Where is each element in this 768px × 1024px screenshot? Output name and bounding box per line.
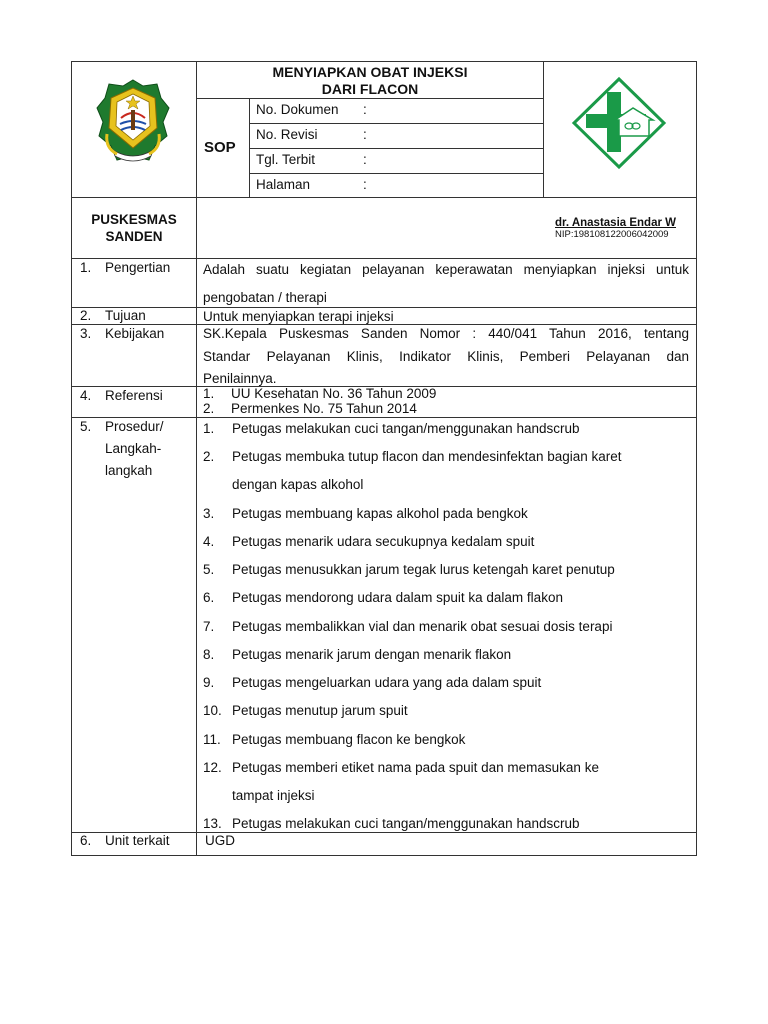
kebijakan-text-line-2: Standar Pelayanan Klinis, Indikator Klinis, Pemberi Pelayanan dan (203, 349, 689, 364)
section-label-prosedur-2: Langkah- (105, 441, 162, 456)
body-row-divider-4 (71, 417, 697, 418)
table-border-left (71, 61, 72, 856)
step-text-6: Petugas mendorong udara dalam spuit ka dalam flakon (232, 590, 563, 605)
step-num-9: 9. (203, 675, 215, 690)
section-label-kebijakan: Kebijakan (105, 326, 165, 341)
referensi-num-1: 1. (203, 386, 215, 401)
step-num-1: 1. (203, 421, 215, 436)
body-row-divider-0 (71, 258, 697, 259)
step-text-7: Petugas membalikkan vial dan menarik obat sesuai dosis terapi (232, 619, 613, 634)
section-num-tujuan: 2. (80, 308, 92, 323)
pengertian-text-line-2: pengobatan / therapi (203, 290, 327, 305)
meta-row-divider-3 (249, 173, 543, 174)
section-num-referensi: 4. (80, 388, 92, 403)
step-text-13: Petugas melakukan cuci tangan/menggunakan handscrub (232, 816, 580, 831)
document-title (196, 64, 544, 98)
step-num-11: 11. (203, 732, 221, 747)
step-text-4: Petugas menarik udara secukupnya kedalam spuit (232, 534, 535, 549)
step-num-2: 2. (203, 449, 215, 464)
section-num-prosedur: 5. (80, 419, 92, 434)
step-text-9: Petugas mengeluarkan udara yang ada dalam spuit (232, 675, 542, 690)
kebijakan-text-line-1: SK.Kepala Puskesmas Sanden Nomor : 440/041 Tahun 2016, tentang (203, 326, 689, 341)
step-text-12: Petugas memberi etiket nama pada spuit dan memasukan ke (232, 760, 599, 775)
step-text-3: Petugas membuang kapas alkohol pada bengkok (232, 506, 528, 521)
step-num-4: 4. (203, 534, 215, 549)
section-label-pengertian: Pengertian (105, 260, 171, 275)
table-border-right (696, 61, 697, 856)
section-label-prosedur-1: Prosedur/ (105, 419, 164, 434)
step-num-13: 13. (203, 816, 222, 831)
meta-sep-no-revisi: : (363, 127, 367, 142)
referensi-text-1: UU Kesehatan No. 36 Tahun 2009 (231, 386, 437, 401)
step-num-7: 7. (203, 619, 215, 634)
step-text-5: Petugas menusukkan jarum tegak lurus ketengah karet penutup (232, 562, 615, 577)
unit-text: UGD (205, 833, 235, 848)
section-label-prosedur-3: langkah (105, 463, 153, 478)
pengertian-text-line-1: Adalah suatu kegiatan pelayanan keperawatan menyiapkan injeksi untuk (203, 262, 689, 277)
sop-label: SOP (204, 139, 236, 156)
meta-sep-tgl-terbit: : (363, 152, 367, 167)
step-text-8: Petugas menarik jarum dengan menarik flakon (232, 647, 512, 662)
meta-sep-no-dokumen: : (363, 102, 367, 117)
title-line-1: MENYIAPKAN OBAT INJEKSI (272, 64, 468, 80)
meta-label-no-dokumen: No. Dokumen (256, 102, 339, 117)
table-border-top (71, 61, 697, 62)
step-num-8: 8. (203, 647, 215, 662)
body-column-divider (196, 258, 197, 856)
meta-row-divider-2 (249, 148, 543, 149)
step-text-2-cont: dengan kapas alkohol (232, 477, 364, 492)
step-num-10: 10. (203, 703, 222, 718)
step-text-10: Petugas menutup jarum spuit (232, 703, 408, 718)
step-text-1: Petugas melakukan cuci tangan/menggunakan handscrub (232, 421, 580, 436)
step-num-5: 5. (203, 562, 215, 577)
body-row-divider-1 (71, 307, 697, 308)
meta-sep-halaman: : (363, 177, 367, 192)
section-label-referensi: Referensi (105, 388, 163, 403)
header-row-divider (71, 197, 697, 198)
section-label-unit: Unit terkait (105, 833, 170, 848)
section-num-kebijakan: 3. (80, 326, 92, 341)
regency-seal-logo (93, 74, 173, 170)
tujuan-text: Untuk menyiapkan terapi injeksi (203, 309, 394, 324)
signer-name: dr. Anastasia Endar W (555, 217, 676, 229)
puskesmas-cross-logo (571, 76, 667, 170)
step-text-11: Petugas membuang flacon ke bengkok (232, 732, 466, 747)
signer-nip: NIP:198108122006042009 (555, 229, 669, 240)
step-text-12-cont: tampat injeksi (232, 788, 315, 803)
section-num-unit: 6. (80, 833, 92, 848)
org-name-line-2: SANDEN (105, 229, 163, 244)
kebijakan-text-line-3: Penilainnya. (203, 371, 277, 386)
step-num-12: 12. (203, 760, 222, 775)
referensi-num-2: 2. (203, 401, 215, 416)
title-line-2: DARI FLACON (321, 81, 419, 97)
meta-row-divider-1 (249, 123, 543, 124)
step-num-6: 6. (203, 590, 215, 605)
org-name-line-1: PUSKESMAS (91, 212, 177, 227)
referensi-text-2: Permenkes No. 75 Tahun 2014 (231, 401, 417, 416)
meta-label-no-revisi: No. Revisi (256, 127, 318, 142)
table-border-bottom (71, 855, 697, 856)
section-num-pengertian: 1. (80, 260, 92, 275)
meta-label-halaman: Halaman (256, 177, 311, 192)
section-label-tujuan: Tujuan (105, 308, 146, 323)
meta-label-tgl-terbit: Tgl. Terbit (256, 152, 316, 167)
step-text-2: Petugas membuka tutup flacon dan mendesinfektan bagian karet (232, 449, 622, 464)
step-num-3: 3. (203, 506, 215, 521)
